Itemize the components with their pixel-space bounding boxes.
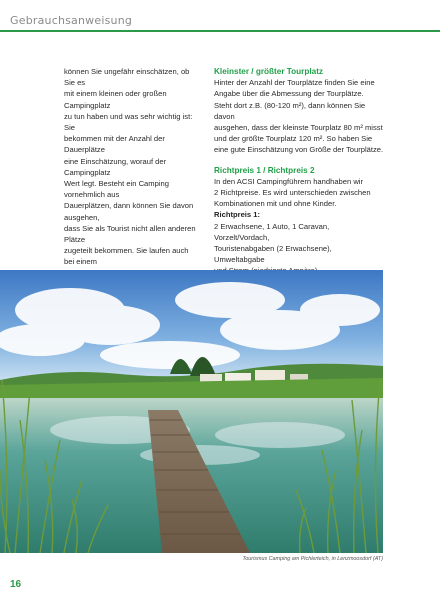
right-line: 2 Erwachsene, 1 Auto, 1 Caravan, Vorzelt/Vordach,	[214, 221, 330, 242]
page-header	[0, 0, 440, 50]
left-line: mit einem kleinen oder großen Campingplatz	[64, 89, 167, 110]
section-heading-tourplatz: Kleinster / größter Tourplatz	[214, 67, 324, 76]
left-line: zugeteilt bekommen. Sie laufen auch bei einem	[64, 246, 189, 267]
left-line: Dauerplätzen, dann können Sie davon ausgehen,	[64, 201, 194, 222]
page-number: 16	[10, 579, 22, 590]
right-line: Hinter der Anzahl der Tourplätze finden Sie eine	[214, 78, 375, 88]
section-spacer	[214, 156, 384, 165]
header-divider	[0, 30, 440, 32]
right-line: und der größte Tourplatz 120 m². So haben Sie	[214, 134, 373, 144]
right-line: ausgehen, dass der kleinste Tourplatz 80 m² misst	[214, 123, 383, 133]
left-line: können Sie ungefähr einschätzen, ob Sie es	[64, 67, 190, 88]
left-line: dass Sie als Tourist nicht allen anderen Plätze	[64, 223, 196, 245]
photo-caption: Tourismus Camping am Pichlerteich, in Lenzmoosdorf (AT)	[242, 556, 383, 562]
right-line: Kombinationen mit und ohne Kinder.	[214, 199, 337, 209]
left-line: zu tun haben und was sehr wichtig ist: Sie	[64, 111, 193, 133]
right-line: Angabe über die Abmessung der Tourplätze.	[214, 89, 364, 99]
left-line: Wert legt. Besteht ein Camping vornehmlich aus	[64, 179, 169, 200]
campsite-lake-photo	[0, 270, 383, 553]
right-line: eine gute Einschätzung von Größe der Tourplätze.	[214, 145, 384, 155]
right-line: Steht dort z.B. (80-120 m²), dann können Sie davon	[214, 100, 366, 121]
right-line: Touristenabgaben (2 Erwachsene), Umweltabgabe	[214, 244, 332, 265]
left-line: bekommen mit der Anzahl der Dauerplätze	[64, 134, 165, 155]
header-title: Gebrauchsanweisung	[10, 14, 133, 27]
richtpreis-1-label: Richtpreis 1:	[214, 210, 260, 220]
section-heading-richtpreis: Richtpreis 1 / Richtpreis 2	[214, 165, 315, 175]
right-line: 2 Richtpreise. Es wird unterschieden zwischen	[214, 188, 371, 198]
left-line: eine Einschätzung, worauf der Campingplatz	[64, 156, 167, 177]
right-text-column	[214, 66, 384, 277]
right-line: In den ACSI Campingführern handhaben wir	[214, 176, 364, 186]
